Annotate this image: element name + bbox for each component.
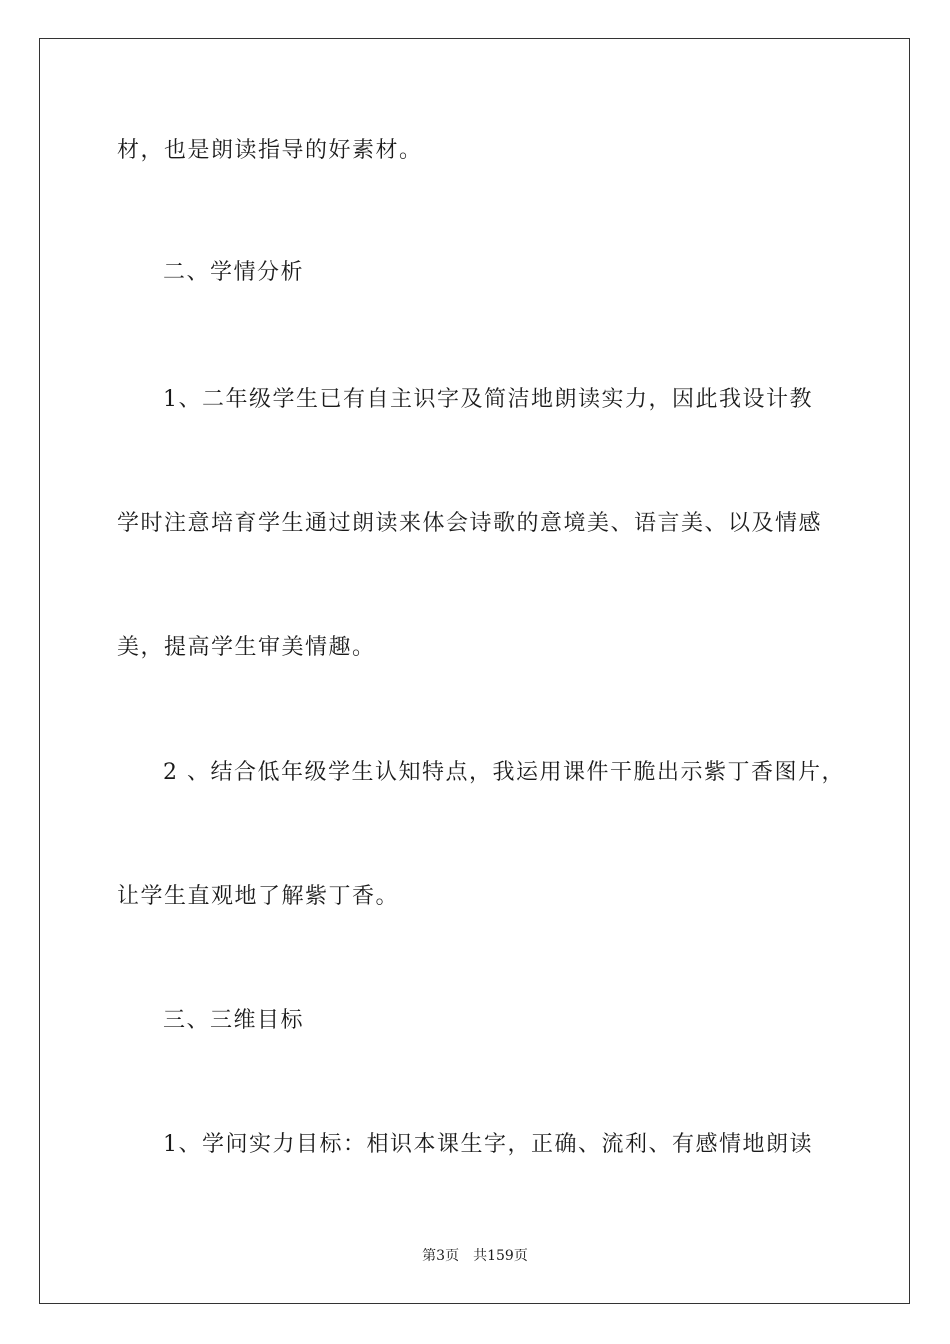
body-text-line: 1、学问实力目标：相识本课生字，正确、流利、有感情地朗读 xyxy=(163,1132,813,1157)
body-text-line: 2 、结合低年级学生认知特点，我运用课件干脆出示紫丁香图片， xyxy=(163,760,845,785)
page-footer xyxy=(0,1247,950,1265)
page-frame xyxy=(39,38,910,1304)
body-text-line: 1、二年级学生已有自主识字及简洁地朗读实力，因此我设计教 xyxy=(163,387,813,412)
body-text-line: 美，提高学生审美情趣。 xyxy=(117,635,376,660)
body-text-line: 材，也是朗读指导的好素材。 xyxy=(117,138,423,163)
page-number: 第3页 xyxy=(422,1248,460,1264)
body-text-line: 让学生直观地了解紫丁香。 xyxy=(117,884,400,909)
page-total: 共159页 xyxy=(473,1248,528,1264)
body-text-line: 学时注意培育学生通过朗读来体会诗歌的意境美、语言美、以及情感 xyxy=(117,511,823,536)
section-heading: 三、三维目标 xyxy=(163,1008,305,1033)
section-heading: 二、学情分析 xyxy=(163,260,305,285)
